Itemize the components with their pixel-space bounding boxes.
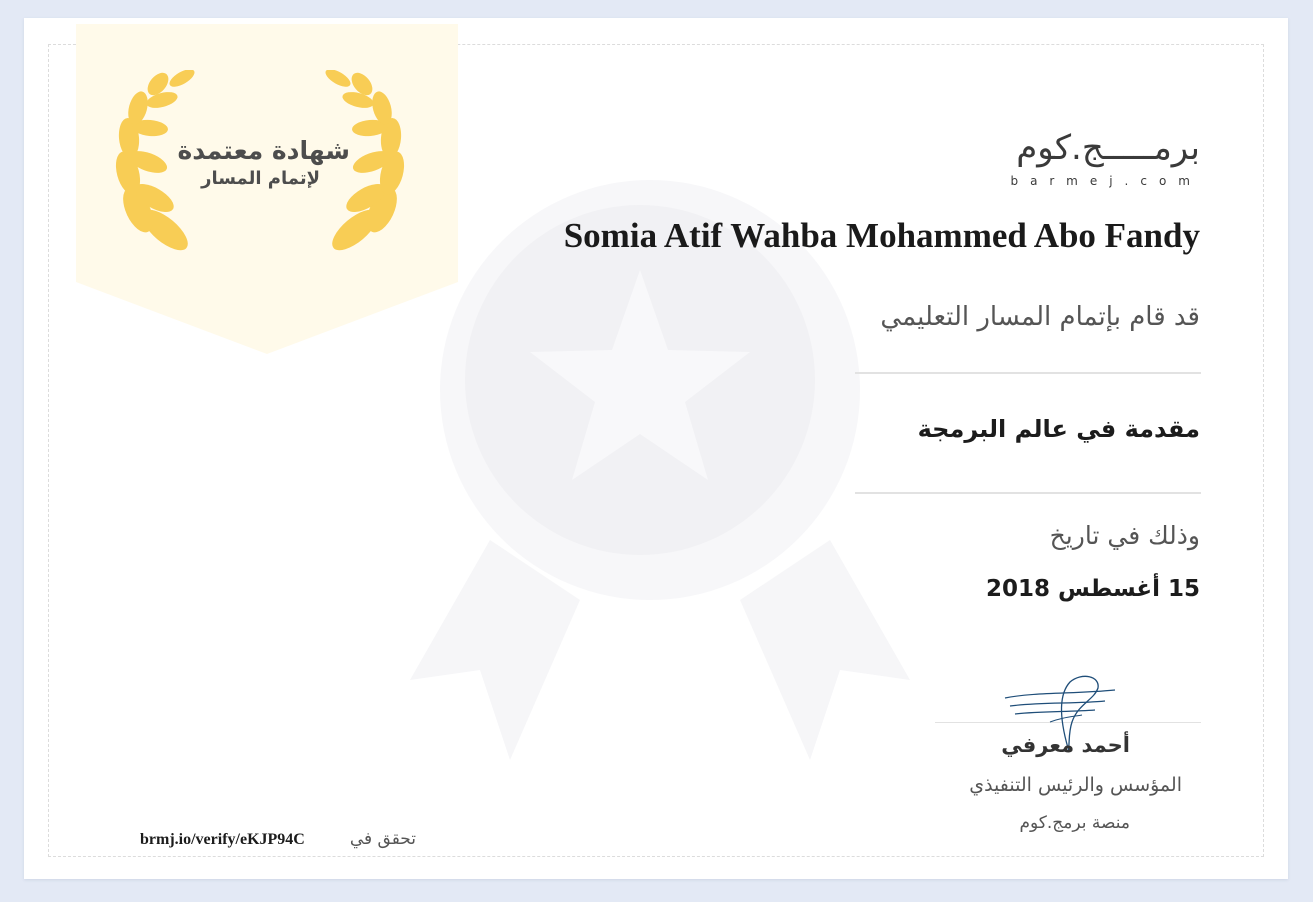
signer-title: المؤسس والرئيس التنفيذي <box>969 774 1182 796</box>
signer-organization: منصة برمج.كوم <box>1019 813 1130 833</box>
recipient-name: Somia Atif Wahba Mohammed Abo Fandy <box>563 216 1200 255</box>
completion-date: 15 أغسطس 2018 <box>986 576 1200 602</box>
brand-logo-latin: barmej.com <box>1010 174 1202 188</box>
verify-label: تحقق في <box>349 829 416 849</box>
signer-name: أحمد معرفي <box>1001 733 1130 757</box>
course-title: مقدمة في عالم البرمجة <box>917 415 1200 443</box>
badge-title: شهادة معتمدة <box>177 136 350 165</box>
verify-link[interactable]: brmj.io/verify/eKJP94C <box>140 831 305 848</box>
divider <box>855 372 1201 374</box>
brand-logo: برمـــــج.كوم <box>1016 128 1200 168</box>
completion-statement: قد قام بإتمام المسار التعليمي <box>880 302 1200 332</box>
divider <box>855 492 1201 494</box>
date-label: وذلك في تاريخ <box>1049 521 1200 550</box>
badge-subtitle: لإتمام المسار <box>201 168 320 189</box>
